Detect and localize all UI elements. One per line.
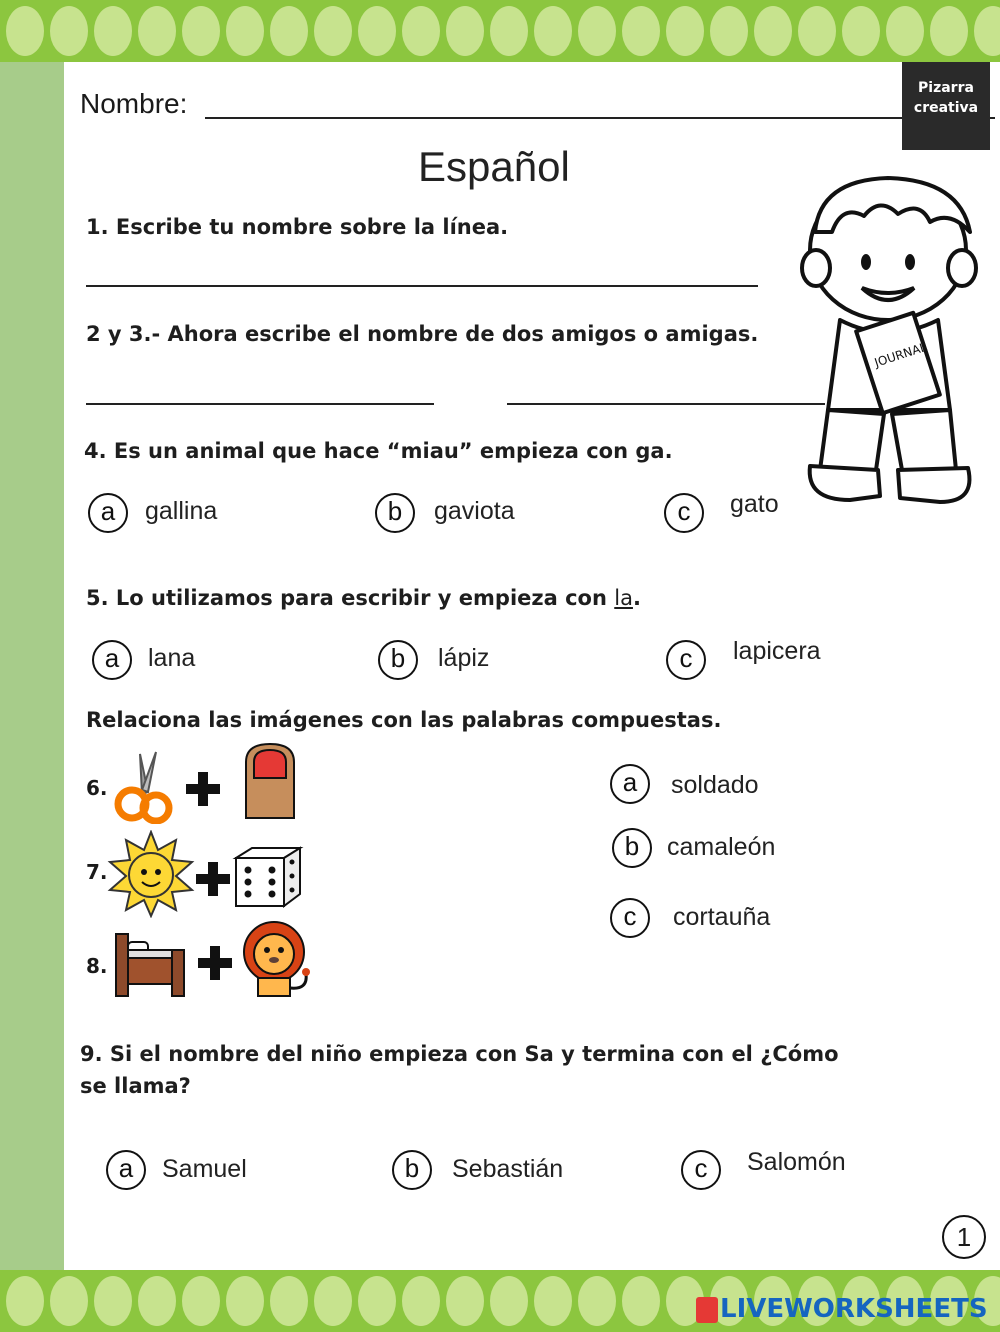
pizarra-creativa-logo	[902, 62, 990, 150]
relate-option-b-bubble[interactable]: b	[612, 828, 652, 868]
band-dot	[842, 6, 880, 56]
band-dot	[622, 6, 660, 56]
relate-option-b-text[interactable]: camaleón	[667, 833, 776, 861]
nombre-label: Nombre:	[80, 88, 188, 119]
band-dot	[226, 1276, 264, 1326]
band-dot	[358, 6, 396, 56]
band-dot	[182, 6, 220, 56]
band-dot	[402, 1276, 440, 1326]
band-dot	[50, 6, 88, 56]
question-9-text-line2: se llama?	[80, 1074, 191, 1098]
svg-text:JOURNAL: JOURNAL	[872, 339, 929, 370]
q9-option-a-text[interactable]: Samuel	[162, 1155, 247, 1183]
question-5-underlined-syllable: la	[614, 586, 633, 610]
q5-option-a-bubble[interactable]: a	[92, 640, 132, 680]
band-dot	[490, 6, 528, 56]
question-2-3-text: 2 y 3.- Ahora escribe el nombre de dos amigos o amigas.	[86, 322, 759, 346]
question-4-text: 4. Es un animal que hace “miau” empieza con ga.	[84, 439, 673, 463]
q5-option-c-bubble[interactable]: c	[666, 640, 706, 680]
band-dot	[446, 6, 484, 56]
band-dot	[138, 6, 176, 56]
band-dot	[886, 6, 924, 56]
band-dot	[94, 1276, 132, 1326]
band-dot	[534, 1276, 572, 1326]
relate-option-a-bubble[interactable]: a	[610, 764, 650, 804]
relate-item-6-number: 6.	[86, 776, 108, 800]
band-dot	[314, 6, 352, 56]
fingernail-icon	[240, 740, 300, 822]
logo-text-line1: Pizarra	[918, 80, 974, 96]
band-dot	[534, 6, 572, 56]
plus-icon-7	[196, 862, 230, 896]
band-dot	[622, 1276, 660, 1326]
q9-option-b-text[interactable]: Sebastián	[452, 1155, 564, 1183]
band-dot	[490, 1276, 528, 1326]
band-dot	[754, 6, 792, 56]
question-5-suffix: .	[632, 586, 641, 610]
q9-option-a-bubble[interactable]: a	[106, 1150, 146, 1190]
logo-text-line2: creativa	[913, 100, 979, 116]
q9-option-b-bubble[interactable]: b	[392, 1150, 432, 1190]
band-dot	[358, 1276, 396, 1326]
band-dot	[270, 6, 308, 56]
band-dot	[446, 1276, 484, 1326]
nombre-line[interactable]	[205, 117, 995, 119]
band-dot	[314, 1276, 352, 1326]
band-dot	[138, 1276, 176, 1326]
dice-icon	[232, 844, 304, 910]
lion-icon	[236, 918, 318, 1000]
q5-option-c-text[interactable]: lapicera	[733, 637, 821, 665]
q9-option-c-text[interactable]: Salomón	[747, 1148, 846, 1176]
scissors-icon	[112, 748, 176, 824]
question-1-text: 1. Escribe tu nombre sobre la línea.	[86, 215, 509, 239]
question-3-answer-line[interactable]	[507, 403, 825, 405]
sun-icon	[106, 830, 196, 918]
band-dot	[270, 1276, 308, 1326]
band-dot	[402, 6, 440, 56]
q4-option-a-text[interactable]: gallina	[145, 497, 218, 525]
band-dot	[182, 1276, 220, 1326]
question-2-answer-line[interactable]	[86, 403, 434, 405]
question-5-text	[86, 586, 641, 610]
band-dot	[578, 1276, 616, 1326]
q4-option-a-bubble[interactable]: a	[88, 493, 128, 533]
question-1-answer-line[interactable]	[86, 285, 758, 287]
q5-option-b-bubble[interactable]: b	[378, 640, 418, 680]
band-dot	[798, 6, 836, 56]
band-dot	[226, 6, 264, 56]
left-sidebar-stripe	[0, 62, 64, 1270]
relate-item-7-number: 7.	[86, 860, 108, 884]
relate-option-a-text[interactable]: soldado	[671, 771, 759, 799]
boy-holding-journal-illustration	[780, 170, 996, 522]
q9-option-c-bubble[interactable]: c	[681, 1150, 721, 1190]
band-dot	[94, 6, 132, 56]
relate-instruction-text: Relaciona las imágenes con las palabras compuestas.	[86, 708, 722, 732]
plus-icon-8	[198, 946, 232, 980]
band-dot	[710, 6, 748, 56]
q4-option-b-text[interactable]: gaviota	[434, 497, 515, 525]
page-number-badge: 1	[942, 1215, 986, 1259]
plus-icon-6	[186, 772, 220, 806]
band-dot	[974, 6, 1000, 56]
bed-icon	[112, 928, 188, 998]
question-9-text-line1: 9. Si el nombre del niño empieza con Sa y termina con el ¿Cómo	[80, 1042, 839, 1066]
band-dot	[50, 1276, 88, 1326]
q4-option-b-bubble[interactable]: b	[375, 493, 415, 533]
band-dot	[666, 6, 704, 56]
q4-option-c-text[interactable]: gato	[730, 490, 779, 518]
liveworksheets-brand[interactable]: LIVEWORKSHEETS	[720, 1294, 988, 1324]
q5-option-a-text[interactable]: lana	[148, 644, 196, 672]
band-dot	[930, 6, 968, 56]
band-dot	[6, 6, 44, 56]
band-dot	[578, 6, 616, 56]
top-decorative-band	[0, 0, 1000, 62]
relate-option-c-bubble[interactable]: c	[610, 898, 650, 938]
question-5-prefix: 5. Lo utilizamos para escribir y empieza con	[86, 586, 615, 610]
band-dot	[6, 1276, 44, 1326]
relate-item-8-number: 8.	[86, 954, 108, 978]
q5-option-b-text[interactable]: lápiz	[438, 644, 490, 672]
liveworksheets-logo-icon	[696, 1297, 718, 1323]
page-title: Español	[418, 143, 570, 190]
q4-option-c-bubble[interactable]: c	[664, 493, 704, 533]
relate-option-c-text[interactable]: cortauña	[673, 903, 771, 931]
